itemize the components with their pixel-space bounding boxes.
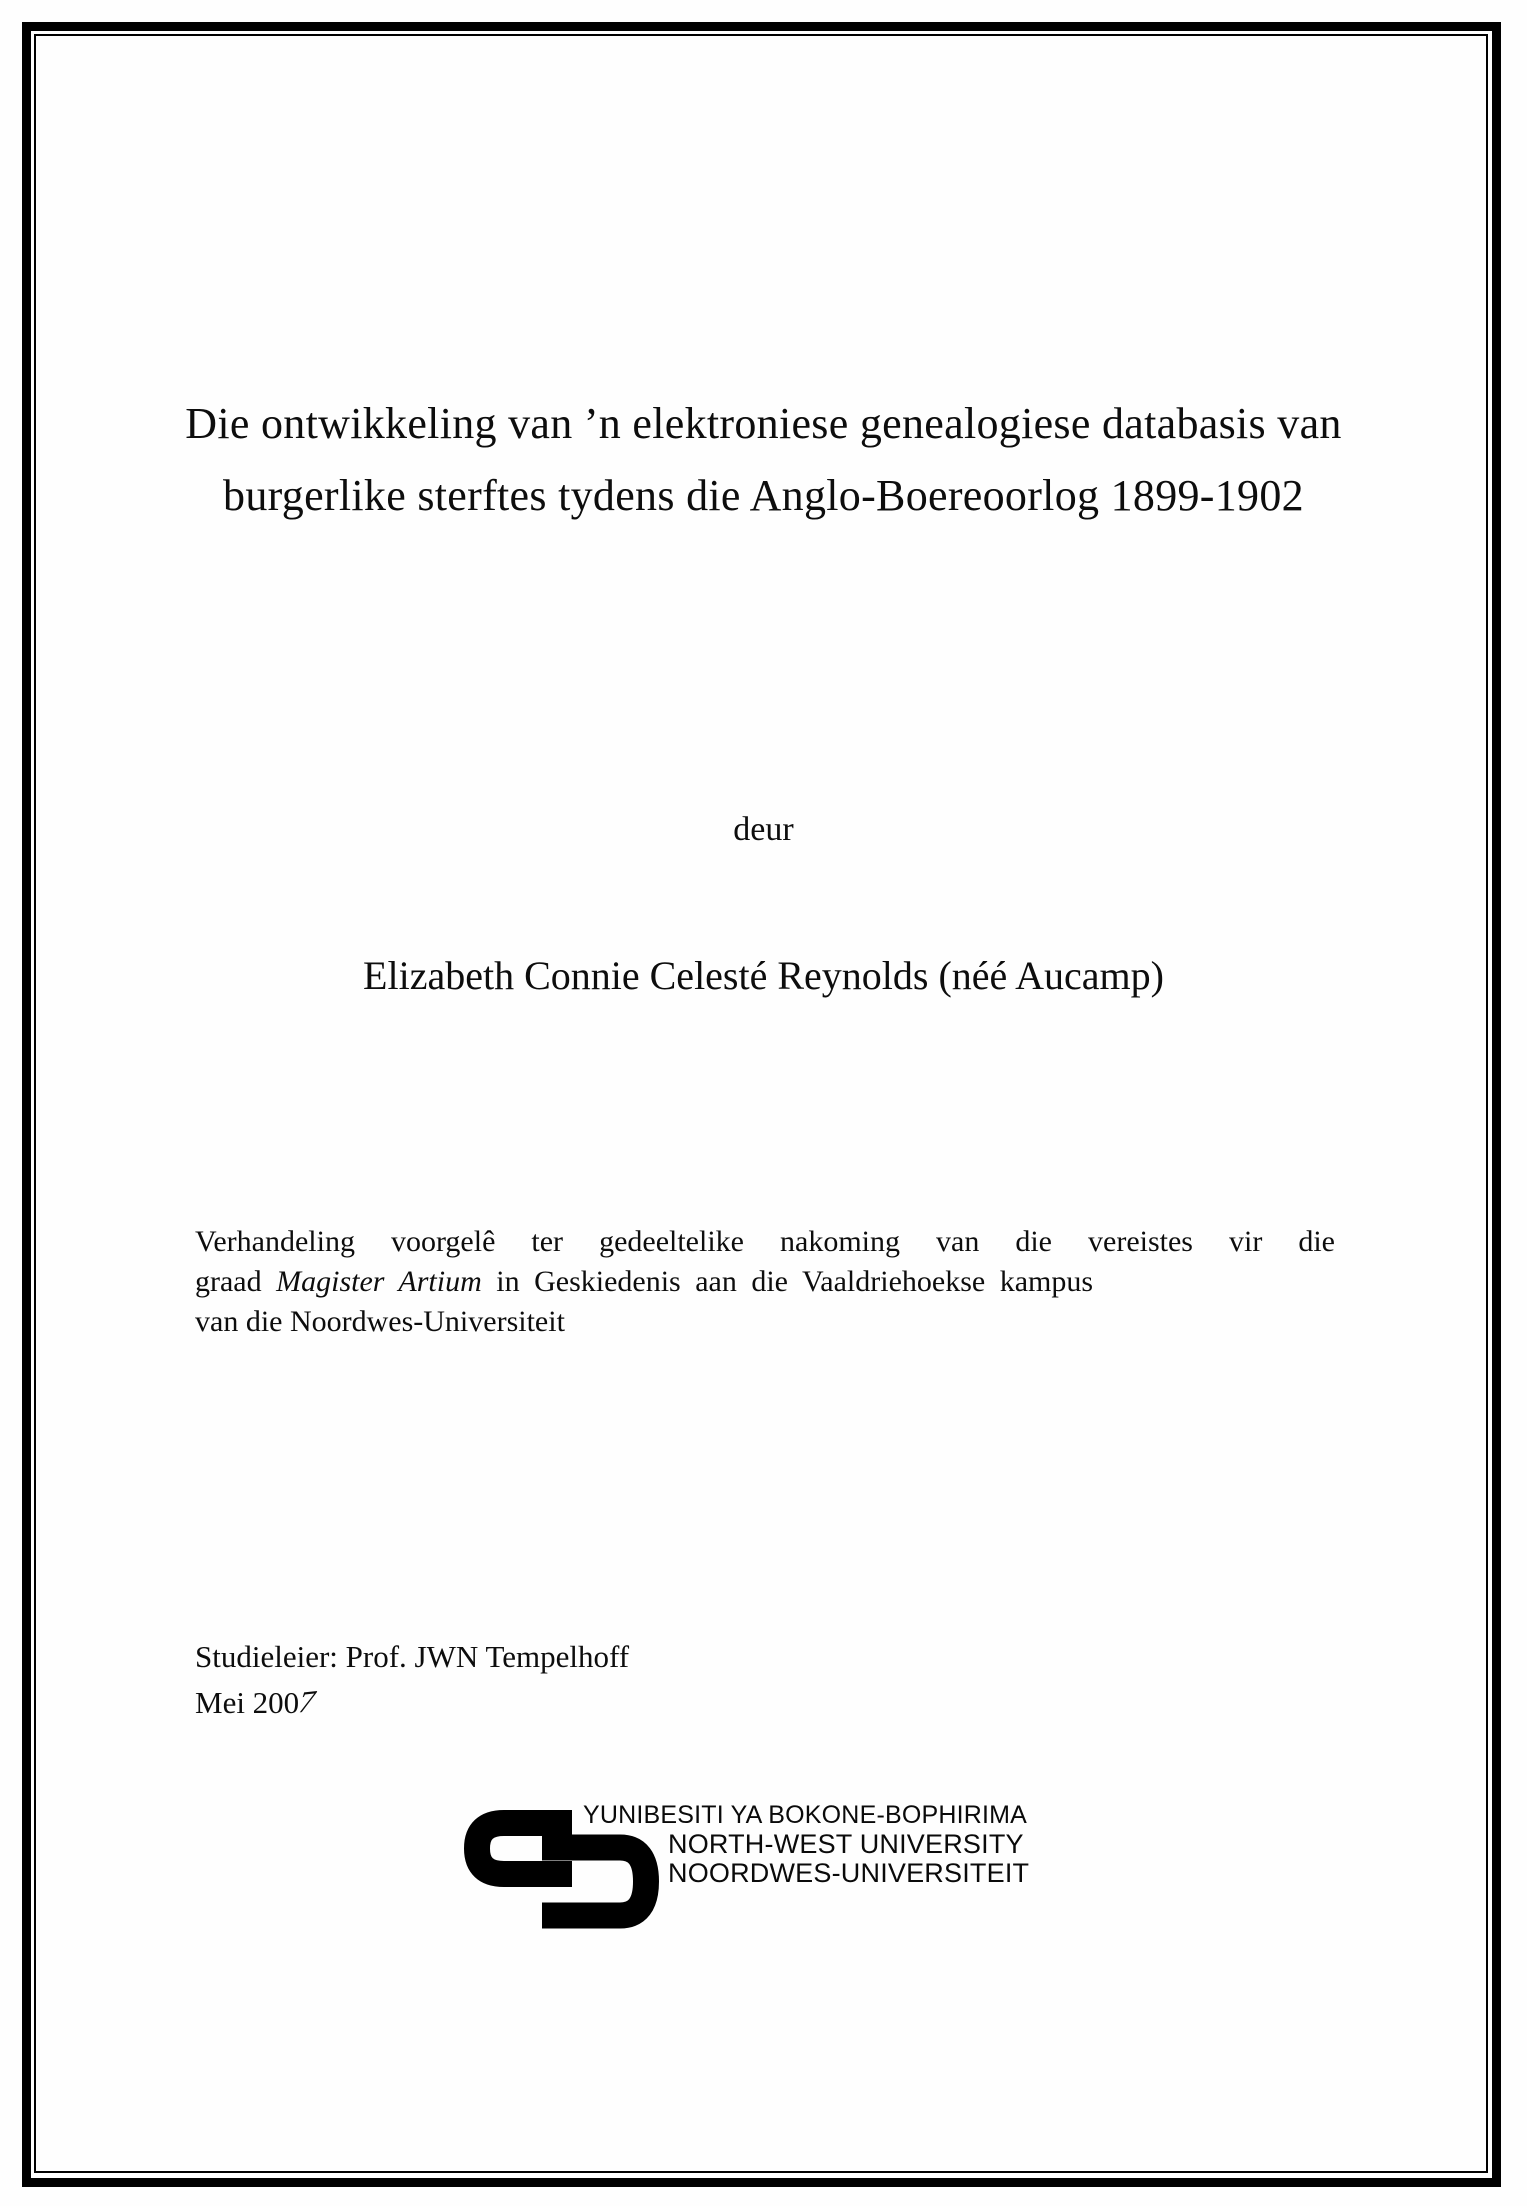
- title-line-2: burgerlike sterftes tydens die Anglo-Boereoorlog 1899-1902: [223, 471, 1304, 520]
- degree-prefix: graad: [195, 1265, 277, 1298]
- thesis-description: [195, 1222, 1335, 1342]
- degree-name: Magister Artium: [276, 1265, 482, 1298]
- supervisor-and-date: [195, 1634, 629, 1726]
- description-line-1: Verhandeling voorgelê ter gedeeltelike nakoming van die vereistes vir die: [195, 1225, 1335, 1258]
- byline-label: deur: [733, 811, 794, 848]
- nwu-logo-text: [583, 1800, 1029, 1888]
- degree-suffix: in Geskiedenis aan die Vaaldriehoekse kampus: [481, 1265, 1094, 1298]
- author-name: Elizabeth Connie Celesté Reynolds (néé Aucamp): [363, 953, 1164, 998]
- date-prefix: Mei 200: [195, 1685, 300, 1720]
- logo-line-english: NORTH-WEST UNIVERSITY: [668, 1829, 1024, 1859]
- title-line-1: Die ontwikkeling van ’n elektroniese genealogiese databasis van: [185, 399, 1342, 448]
- logo-line-afrikaans: NOORDWES-UNIVERSITEIT: [668, 1858, 1030, 1888]
- logo-line-setswana: YUNIBESITI YA BOKONE-BOPHIRIMA: [583, 1801, 1028, 1829]
- description-line-2: [195, 1262, 1335, 1302]
- supervisor-line: Studieleier: Prof. JWN Tempelhoff: [195, 1639, 630, 1674]
- date-last-digit: 7: [294, 1683, 321, 1720]
- description-line-3: van die Noordwes-Universiteit: [195, 1305, 565, 1338]
- thesis-title: [60, 388, 1467, 532]
- date-line: [195, 1680, 629, 1726]
